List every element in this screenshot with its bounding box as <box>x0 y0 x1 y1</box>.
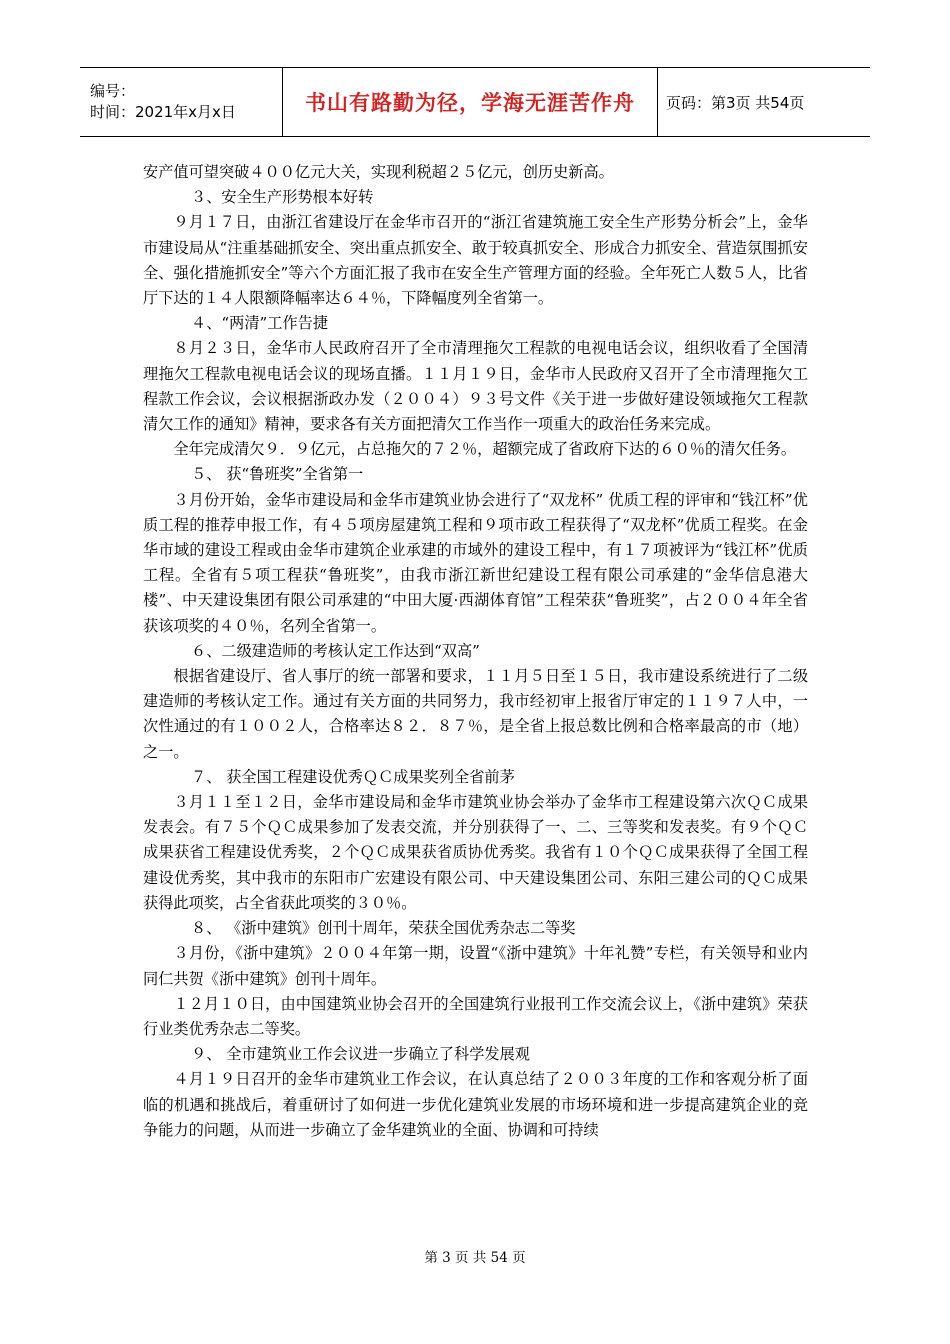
section-heading: ８、 《浙中建筑》创刊十周年，荣获全国优秀杂志二等奖 <box>191 919 576 938</box>
paragraph: ４月１９日召开的金华市建筑业工作会议，在认真总结了２００３年度的工作和客观分析了面临的机遇和挑战后，着重研讨了如何进一步优化建筑业发展的市场环境和进一步提高建筑企业的竞争能力的问题，从而进一步确立了金华建筑业的全面、协调和可持续 <box>143 1070 808 1139</box>
section-heading: ５、 获“鲁班奖”全省第一 <box>191 465 364 484</box>
paragraph: ３月１１至１２日，金华市建设局和金华市建筑业协会举办了金华市工程建设第六次ＱＣ成果发表会。有７５个ＱＣ成果参加了发表交流，并分别获得了一、二、三等奖和发表奖。有９个ＱＣ成果获省工程建设优秀奖，２个ＱＣ成果获省质协优秀奖。我省有１０个ＱＣ成果获得了全国工程建设优秀奖，其中我市的东阳市广宏建设有限公司、中天建设集团公司、东阳三建公司的ＱＣ成果获得此项奖，占全省获此项奖的３０％。 <box>143 793 808 912</box>
header-motto: 书山有路勤为径，学海无涯苦作舟 <box>305 91 635 115</box>
page-footer: 第 3 页 共 54 页 <box>424 1250 526 1266</box>
paragraph: ３月份开始，金华市建设局和金华市建筑业协会进行了“双龙杯” 优质工程的评审和“钱江杯”优质工程的推荐申报工作，有４５项房屋建筑工程和９项市政工程获得了“双龙杯”优质工程奖。在金华市域的建设工程或由金华市建筑企业承建的市域外的建设工程中，有１７项被评为“钱江杯”优质工程。全省有５项工程获“鲁班奖”，由我市浙江新世纪建设工程有限公司承建的“金华信息港大楼”、中天建设集团有限公司承建的“中田大厦·西湖体育馆”工程荣获“鲁班奖”，占２００４年全省获该项奖的４０％，名列全省第一。 <box>143 490 808 635</box>
header-page-info-cell <box>658 68 870 136</box>
paragraph: 全年完成清欠９．９亿元，占总拖欠的７２％，超额完成了省政府下达的６０％的清欠任务。 <box>173 440 797 459</box>
paragraph: １２月１０日，由中国建筑业协会召开的全国建筑行业报刊工作交流会议上，《浙中建筑》荣获行业类优秀杂志二等奖。 <box>143 994 808 1038</box>
paragraph: ８月２３日，金华市人民政府召开了全市清理拖欠工程款的电视电话会议，组织收看了全国清理拖欠工程款电视电话会议的现场直播。１１月１９日，金华市人民政府又召开了全市清理拖欠工程款工作会议，会议根据浙政办发（２００４）９３号文件《关于进一步做好建设领域拖欠工程款清欠工作的通知》精神，要求各有关方面把清欠工作当作一项重大的政治任务来完成。 <box>143 339 808 434</box>
paragraph: 根据省建设厅、省人事厅的统一部署和要求，１１月５日至１５日，我市建设系统进行了二级建造师的考核认定工作。通过有关方面的共同努力，我市经初审上报省厅审定的１１９７人中，一次性通过的有１００２人，合格率达８２．８７％，是全省上报总数比例和合格率最高的市（地）之一。 <box>143 667 808 761</box>
paragraph: 安产值可望突破４００亿元大关，实现利税超２５亿元，创历史新高。 <box>143 163 614 181</box>
header-motto-cell <box>283 68 658 136</box>
section-heading: ６、二级建造师的考核认定工作达到“双高” <box>191 641 480 660</box>
section-heading: ９、 全市建筑业工作会议进一步确立了科学发展观 <box>191 1045 530 1064</box>
header-page-info: 页码：第3页 共54页 <box>666 93 805 112</box>
section-heading: ３、安全生产形势根本好转 <box>191 188 374 207</box>
document-date: 时间：2021年x月x日 <box>90 103 236 121</box>
section-heading: ４、“两清”工作告捷 <box>191 314 329 333</box>
paragraph: ９月１７日，由浙江省建设厅在金华市召开的“浙江省建筑施工安全生产形势分析会”上，金华市建设局从“注重基础抓安全、突出重点抓安全、敢于较真抓安全、形成合力抓安全、营造氛围抓安全、强化措施抓安全”等六个方面汇报了我市在安全生产管理方面的经验。全年死亡人数５人，比省厅下达的１４人限额降幅率达６４％，下降幅度列全省第一。 <box>143 213 808 308</box>
document-body <box>143 160 808 1143</box>
header-meta <box>80 68 283 136</box>
section-heading: ７、 获全国工程建设优秀ＱＣ成果奖列全省前茅 <box>191 767 515 786</box>
document-number-label: 编号： <box>90 82 136 100</box>
page-header <box>80 67 870 137</box>
paragraph: ３月份，《浙中建筑》２００４年第一期，设置“《浙中建筑》十年礼赞”专栏，有关领导和业内同仁共贺《浙中建筑》创刊十周年。 <box>143 944 808 988</box>
